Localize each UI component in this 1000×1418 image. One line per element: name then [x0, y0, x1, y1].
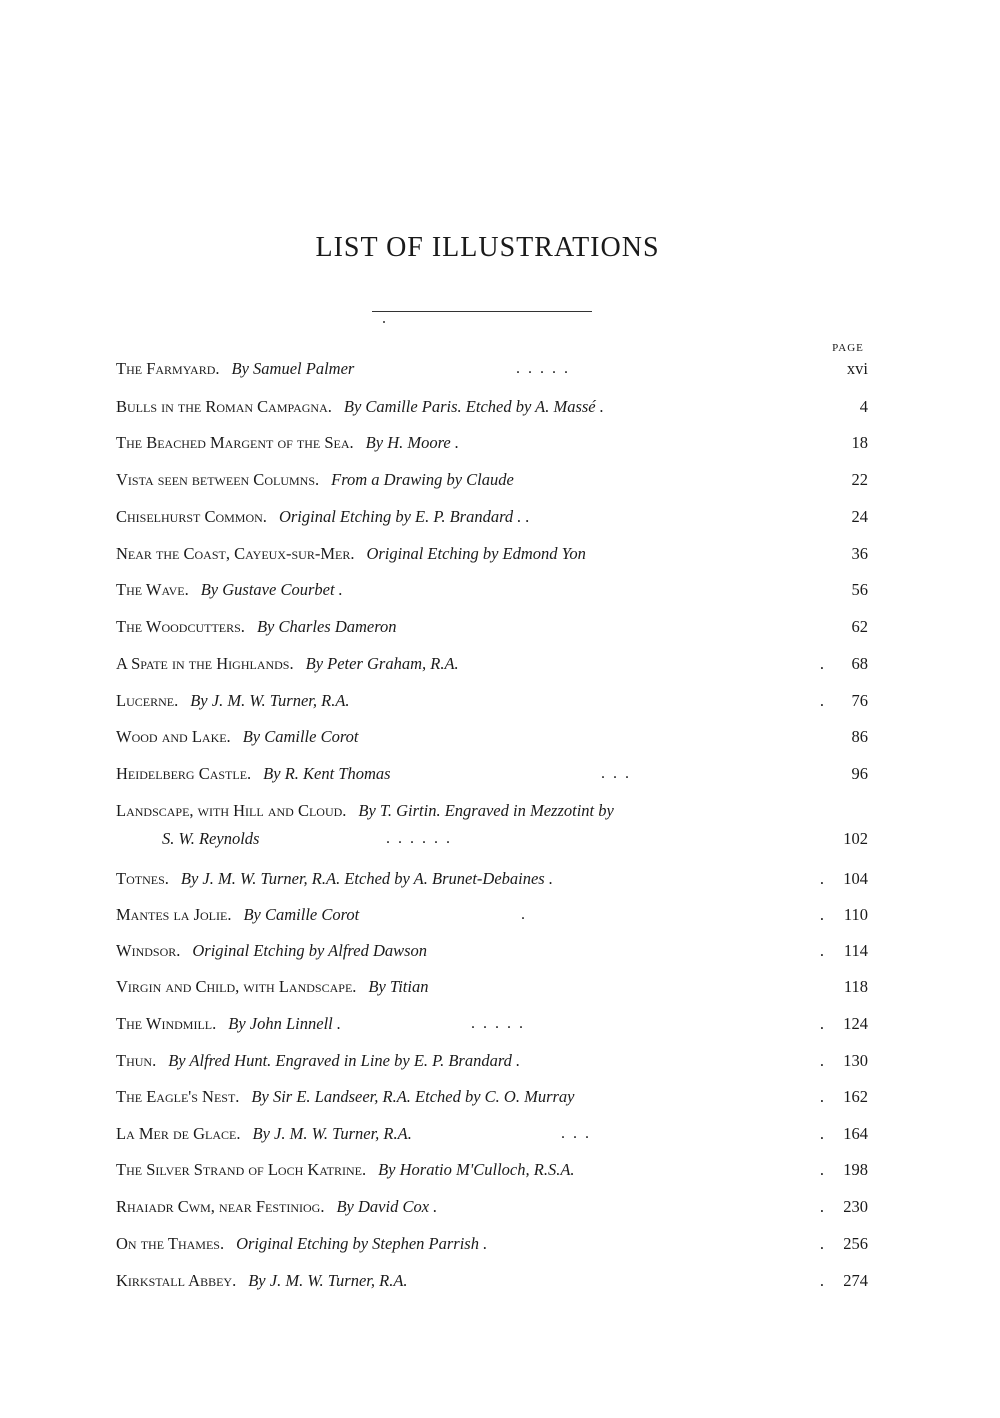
illustration-credit: By Camille Paris. Etched by A. Massé .	[343, 397, 604, 416]
list-item	[116, 613, 876, 641]
list-item	[116, 393, 876, 421]
page-number: 256	[843, 1234, 868, 1253]
page-title: LIST OF ILLUSTRATIONS	[315, 232, 660, 263]
illustration-credit: By David Cox .	[336, 1197, 438, 1216]
page-number: xvi	[846, 359, 868, 378]
illustration-title: Chiselhurst Common.	[116, 507, 267, 526]
illustration-title: On the Thames.	[116, 1234, 225, 1253]
illustration-credit: Original Etching by Stephen Parrish .	[236, 1234, 488, 1253]
page-number: 36	[851, 544, 868, 563]
title-rule	[372, 311, 592, 312]
illustration-title: Rhaiadr Cwm, near Festiniog.	[116, 1197, 325, 1216]
illustration-title: Totnes.	[116, 869, 169, 888]
leader-dot: .	[819, 691, 824, 710]
list-item	[116, 429, 876, 457]
illustration-credit: By J. M. W. Turner, R.A.	[252, 1124, 412, 1143]
illustration-title: Heidelberg Castle.	[116, 764, 252, 783]
list-item	[116, 1230, 876, 1258]
illustration-credit: By Alfred Hunt. Engraved in Line by E. P. Brandard .	[168, 1051, 521, 1070]
illustration-title: La Mer de Glace.	[116, 1124, 241, 1143]
page-number: 124	[843, 1014, 868, 1033]
illustration-title: The Silver Strand of Loch Katrine.	[116, 1160, 367, 1179]
leader-dot: .	[819, 654, 824, 673]
list-item	[116, 1047, 876, 1075]
illustration-credit: Original Etching by E. P. Brandard . .	[278, 507, 530, 526]
leader-dot: .	[819, 1234, 824, 1253]
illustration-credit: By Gustave Courbet .	[200, 580, 343, 599]
page-number: 130	[843, 1051, 868, 1070]
illustration-title: A Spate in the Highlands.	[116, 654, 294, 673]
leader-dot: .	[819, 905, 824, 924]
illustration-credit-continued: S. W. Reynolds	[162, 829, 260, 848]
leader-dot: .	[819, 1087, 824, 1106]
list-item	[116, 540, 876, 568]
leader-dot: .	[819, 941, 824, 960]
list-item	[116, 1120, 876, 1148]
illustration-title: The Eagle's Nest.	[116, 1087, 240, 1106]
page-number: 96	[851, 764, 868, 783]
illustration-title: The Beached Margent of the Sea.	[116, 433, 354, 452]
list-item	[116, 865, 876, 893]
list-item	[116, 937, 876, 965]
illustration-credit: By H. Moore .	[365, 433, 459, 452]
illustration-credit: By T. Girtin. Engraved in Mezzotint by	[358, 801, 614, 820]
illustration-credit: By Horatio M'Culloch, R.S.A.	[378, 1160, 575, 1179]
list-item	[116, 760, 876, 788]
page-number: 110	[843, 905, 868, 924]
illustration-title: Thun.	[116, 1051, 157, 1070]
page-number: 162	[843, 1087, 868, 1106]
illustration-title: Virgin and Child, with Landscape.	[116, 977, 357, 996]
page-number: 118	[843, 977, 868, 996]
illustration-credit: By John Linnell .	[228, 1014, 341, 1033]
list-item	[116, 503, 876, 531]
illustration-title: Bulls in the Roman Campagna.	[116, 397, 332, 416]
page-number: 86	[851, 727, 868, 746]
list-item	[116, 901, 876, 929]
page-number: 68	[851, 654, 868, 673]
page-number: 76	[851, 691, 868, 710]
page-number: 62	[851, 617, 868, 636]
page-column-header: PAGE	[832, 342, 864, 354]
page-number: 18	[851, 433, 868, 452]
page-number: 198	[843, 1160, 868, 1179]
page-number: 56	[851, 580, 868, 599]
illustration-credit: By Charles Dameron	[256, 617, 397, 636]
leader-dot: .	[819, 1124, 824, 1143]
list-item	[116, 1083, 876, 1111]
leader-dot: .	[819, 869, 824, 888]
leader-dot: .	[819, 1051, 824, 1070]
illustration-credit: By Sir E. Landseer, R.A. Etched by C. O. Murray	[251, 1087, 575, 1106]
illustration-title: Wood and Lake.	[116, 727, 231, 746]
list-item	[116, 1156, 876, 1184]
page-number: 230	[843, 1197, 868, 1216]
illustration-title: The Woodcutters.	[116, 617, 245, 636]
leader-dot: .	[819, 1014, 824, 1033]
illustration-credit: By Camille Corot	[243, 905, 360, 924]
illustration-credit: By Peter Graham, R.A.	[305, 654, 459, 673]
leader-dot: .	[819, 1197, 824, 1216]
leader-dots: . . . . .	[516, 360, 570, 377]
leader-dot: .	[819, 1271, 824, 1290]
illustration-title: Kirkstall Abbey.	[116, 1271, 237, 1290]
illustration-credit: By R. Kent Thomas	[263, 764, 391, 783]
illustration-title: Mantes la Jolie.	[116, 905, 232, 924]
illustration-credit: By J. M. W. Turner, R.A.	[190, 691, 350, 710]
illustration-title: The Windmill.	[116, 1014, 217, 1033]
illustration-title: Windsor.	[116, 941, 181, 960]
illustration-title: The Wave.	[116, 580, 189, 599]
illustration-title: Landscape, with Hill and Cloud.	[116, 801, 347, 820]
illustration-credit: By J. M. W. Turner, R.A. Etched by A. Brunet-Debaines .	[180, 869, 553, 888]
illustration-credit: Original Etching by Edmond Yon	[366, 544, 586, 563]
illustration-credit: Original Etching by Alfred Dawson	[192, 941, 428, 960]
leader-dots: . . . . . .	[386, 830, 452, 847]
list-item	[116, 650, 876, 678]
illustration-credit: By Titian	[368, 977, 429, 996]
list-item	[116, 973, 876, 1001]
page-number: 102	[843, 829, 868, 848]
leader-dots: . . .	[561, 1125, 591, 1142]
page-number: 24	[851, 507, 868, 526]
page-number: 104	[843, 869, 868, 888]
page-number: 164	[843, 1124, 868, 1143]
illustration-title: Lucerne.	[116, 691, 179, 710]
page-number: 4	[859, 397, 868, 416]
leader-dots: . . .	[601, 765, 631, 782]
list-item	[116, 355, 876, 383]
list-item	[116, 466, 876, 494]
illustration-credit: By J. M. W. Turner, R.A.	[248, 1271, 408, 1290]
list-item	[116, 687, 876, 715]
list-item	[116, 1010, 876, 1038]
list-item	[116, 1193, 876, 1221]
rule-ornament	[383, 321, 385, 323]
list-item	[116, 1267, 876, 1295]
illustration-credit: From a Drawing by Claude	[331, 470, 514, 489]
leader-dots: . . . . .	[471, 1015, 525, 1032]
page-number: 274	[843, 1271, 868, 1290]
illustration-title: Vista seen between Columns.	[116, 470, 320, 489]
leader-dots: .	[521, 906, 527, 923]
list-item	[116, 723, 876, 751]
page-number: 22	[851, 470, 868, 489]
list-item	[116, 576, 876, 604]
page-number: 114	[843, 941, 868, 960]
illustration-credit: By Camille Corot	[242, 727, 359, 746]
list-item	[116, 797, 876, 855]
illustration-credit: By Samuel Palmer	[231, 359, 355, 378]
illustration-title: The Farmyard.	[116, 359, 220, 378]
leader-dot: .	[819, 1160, 824, 1179]
illustration-title: Near the Coast, Cayeux-sur-Mer.	[116, 544, 355, 563]
